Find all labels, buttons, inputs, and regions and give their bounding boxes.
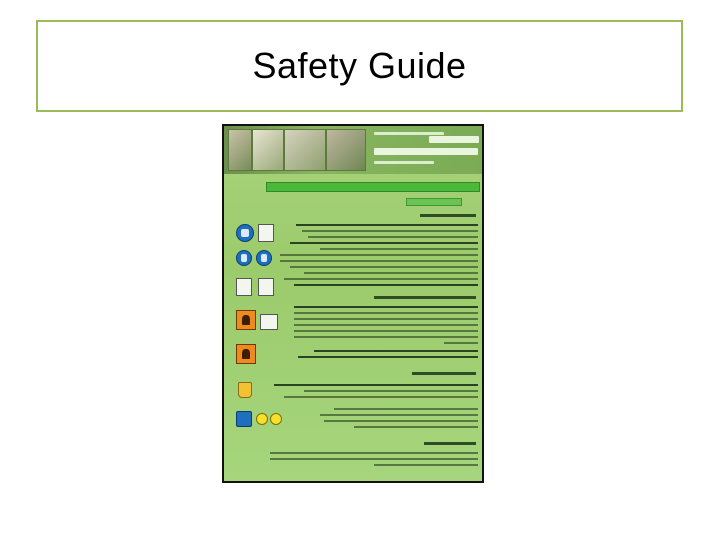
text-line bbox=[298, 356, 478, 358]
text-line bbox=[290, 242, 478, 244]
mask-icon bbox=[236, 250, 252, 266]
text-line bbox=[314, 350, 478, 352]
section-heading-line bbox=[420, 214, 476, 217]
biohazard-icon bbox=[256, 413, 268, 425]
text-line bbox=[324, 420, 478, 422]
text-line bbox=[320, 248, 478, 250]
section-banner bbox=[266, 182, 480, 192]
text-line bbox=[294, 284, 478, 286]
face-shield-icon bbox=[236, 224, 254, 242]
section-heading-line bbox=[374, 296, 476, 299]
header-title-text bbox=[374, 148, 478, 155]
text-line bbox=[296, 224, 478, 226]
text-line bbox=[270, 452, 478, 454]
text-line bbox=[294, 336, 478, 338]
corrosive-hazard-icon bbox=[260, 314, 278, 330]
text-line bbox=[320, 414, 478, 416]
header-text-line bbox=[374, 132, 444, 135]
toxic-hazard-icon bbox=[236, 344, 256, 364]
slide-title-box bbox=[36, 20, 683, 112]
gas-cylinder-icon bbox=[258, 278, 274, 296]
text-line bbox=[294, 318, 478, 320]
text-line bbox=[290, 266, 478, 268]
waste-bin-icon bbox=[238, 382, 252, 398]
header-photo bbox=[284, 129, 326, 171]
text-line bbox=[274, 384, 478, 386]
text-line bbox=[294, 324, 478, 326]
text-line bbox=[294, 306, 478, 308]
text-line bbox=[270, 458, 478, 460]
subsection-banner bbox=[406, 198, 462, 206]
text-line bbox=[308, 236, 478, 238]
header-photo bbox=[252, 129, 284, 171]
header-text-line bbox=[374, 161, 434, 164]
section-heading-line bbox=[424, 442, 476, 445]
text-line bbox=[304, 390, 478, 392]
text-line bbox=[294, 330, 478, 332]
gloves-icon bbox=[258, 224, 274, 242]
header-photo bbox=[228, 129, 252, 171]
text-line bbox=[304, 272, 478, 274]
slide-title: Safety Guide bbox=[252, 45, 467, 86]
header-photo bbox=[326, 129, 366, 171]
flammable-hazard-icon bbox=[236, 310, 256, 330]
biohazard-icon bbox=[270, 413, 282, 425]
text-line bbox=[294, 312, 478, 314]
text-line bbox=[284, 396, 478, 398]
lab-tool-icon bbox=[236, 278, 252, 296]
text-line bbox=[334, 408, 478, 410]
text-line bbox=[374, 464, 478, 466]
text-line bbox=[354, 426, 478, 428]
text-line bbox=[280, 260, 478, 262]
text-line bbox=[302, 230, 478, 232]
header-title-text bbox=[429, 136, 479, 143]
text-line bbox=[280, 254, 478, 256]
document-header-banner bbox=[224, 126, 482, 174]
text-line bbox=[444, 342, 478, 344]
section-heading-line bbox=[412, 372, 476, 375]
text-line bbox=[284, 278, 478, 280]
recycle-bin-icon bbox=[236, 411, 252, 427]
boots-icon bbox=[256, 250, 272, 266]
safety-guide-document-image bbox=[222, 124, 484, 483]
